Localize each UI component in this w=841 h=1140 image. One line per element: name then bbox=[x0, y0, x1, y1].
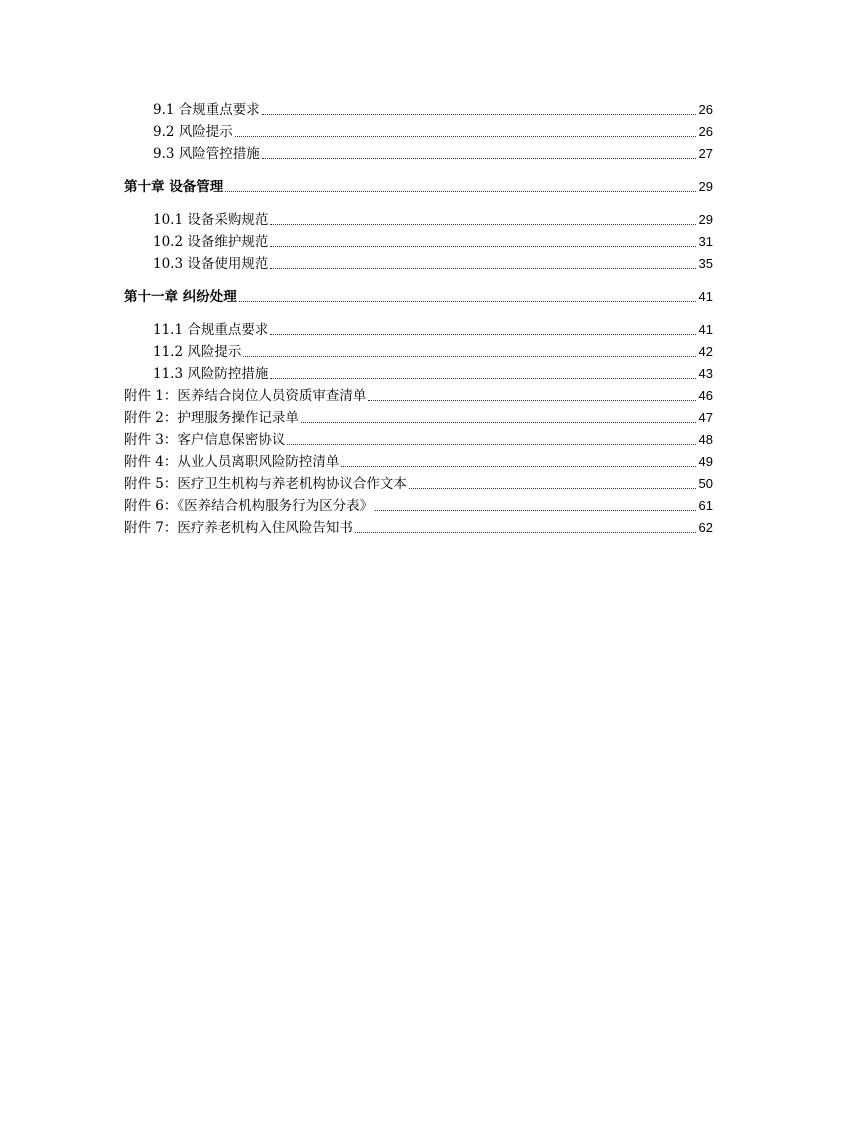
toc-leader-dots bbox=[262, 158, 696, 159]
toc-entry-10-1[interactable] bbox=[124, 195, 713, 228]
toc-entry-10-3[interactable] bbox=[124, 250, 713, 272]
toc-page-number: 42 bbox=[698, 344, 713, 359]
toc-appendix-1[interactable] bbox=[124, 382, 713, 404]
toc-chapter-11[interactable] bbox=[124, 272, 713, 305]
toc-page-number: 43 bbox=[698, 366, 713, 381]
toc-page-number: 27 bbox=[698, 146, 713, 161]
toc-leader-dots bbox=[270, 334, 696, 335]
toc-chapter-title: 第十章 设备管理 bbox=[124, 179, 224, 195]
toc-leader-dots bbox=[341, 466, 696, 467]
toc-page-number: 35 bbox=[698, 256, 713, 271]
toc-page-number: 31 bbox=[698, 234, 713, 249]
toc-entry-title: 9.2 风险提示 bbox=[153, 124, 233, 140]
toc-leader-dots bbox=[287, 444, 696, 445]
toc-entry-title: 9.3 风险管控措施 bbox=[153, 146, 260, 162]
toc-page-number: 41 bbox=[698, 322, 713, 337]
toc-leader-dots bbox=[409, 488, 696, 489]
toc-appendix-5[interactable] bbox=[124, 470, 713, 492]
toc-entry-11-2[interactable] bbox=[124, 338, 713, 360]
toc-page-number: 29 bbox=[698, 179, 713, 194]
toc-appendix-title: 附件 1：医养结合岗位人员资质审查清单 bbox=[124, 388, 367, 404]
toc-entry-title: 10.1 设备采购规范 bbox=[153, 212, 269, 228]
toc-page-number: 61 bbox=[698, 498, 713, 513]
toc-page-number: 41 bbox=[698, 289, 713, 304]
toc-leader-dots bbox=[235, 136, 696, 137]
toc-appendix-title: 附件 2：护理服务操作记录单 bbox=[124, 410, 299, 426]
toc-leader-dots bbox=[270, 268, 696, 269]
toc-page-number: 48 bbox=[698, 432, 713, 447]
toc-leader-dots bbox=[355, 532, 696, 533]
toc-appendix-4[interactable] bbox=[124, 448, 713, 470]
toc-page-number: 29 bbox=[698, 212, 713, 227]
toc-leader-dots bbox=[262, 114, 696, 115]
toc-entry-title: 11.3 风险防控措施 bbox=[153, 366, 269, 382]
toc-appendix-title: 附件 3：客户信息保密协议 bbox=[124, 432, 286, 448]
toc-appendix-2[interactable] bbox=[124, 404, 713, 426]
toc-page-number: 26 bbox=[698, 102, 713, 117]
toc-entry-11-1[interactable] bbox=[124, 305, 713, 338]
toc-leader-dots bbox=[243, 356, 696, 357]
table-of-contents bbox=[124, 96, 713, 536]
toc-appendix-title: 附件 7：医疗养老机构入住风险告知书 bbox=[124, 520, 353, 536]
toc-page-number: 49 bbox=[698, 454, 713, 469]
toc-leader-dots bbox=[270, 246, 696, 247]
toc-page-number: 46 bbox=[698, 388, 713, 403]
toc-appendix-title: 附件 5：医疗卫生机构与养老机构协议合作文本 bbox=[124, 476, 407, 492]
toc-leader-dots bbox=[368, 400, 696, 401]
toc-entry-title: 11.1 合规重点要求 bbox=[153, 322, 269, 338]
toc-entry-11-3[interactable] bbox=[124, 360, 713, 382]
toc-leader-dots bbox=[225, 191, 696, 192]
toc-page-number: 47 bbox=[698, 410, 713, 425]
toc-leader-dots bbox=[270, 378, 696, 379]
toc-entry-title: 11.2 风险提示 bbox=[153, 344, 242, 360]
toc-chapter-10[interactable] bbox=[124, 162, 713, 195]
toc-appendix-title: 附件 6：《医养结合机构服务行为区分表》 bbox=[124, 498, 374, 514]
toc-page-number: 62 bbox=[698, 520, 713, 535]
toc-leader-dots bbox=[301, 422, 696, 423]
toc-appendix-6[interactable] bbox=[124, 492, 713, 514]
toc-leader-dots bbox=[270, 224, 696, 225]
toc-entry-10-2[interactable] bbox=[124, 228, 713, 250]
toc-entry-9-2[interactable] bbox=[124, 118, 713, 140]
toc-leader-dots bbox=[375, 510, 696, 511]
toc-page-number: 50 bbox=[698, 476, 713, 491]
toc-entry-title: 10.2 设备维护规范 bbox=[153, 234, 269, 250]
toc-page-number: 26 bbox=[698, 124, 713, 139]
toc-entry-title: 10.3 设备使用规范 bbox=[153, 256, 269, 272]
toc-leader-dots bbox=[239, 301, 696, 302]
toc-appendix-7[interactable] bbox=[124, 514, 713, 536]
toc-appendix-title: 附件 4：从业人员离职风险防控清单 bbox=[124, 454, 340, 470]
toc-entry-title: 9.1 合规重点要求 bbox=[153, 102, 260, 118]
toc-entry-9-1[interactable] bbox=[124, 96, 713, 118]
toc-chapter-title: 第十一章 纠纷处理 bbox=[124, 289, 237, 305]
toc-entry-9-3[interactable] bbox=[124, 140, 713, 162]
toc-appendix-3[interactable] bbox=[124, 426, 713, 448]
